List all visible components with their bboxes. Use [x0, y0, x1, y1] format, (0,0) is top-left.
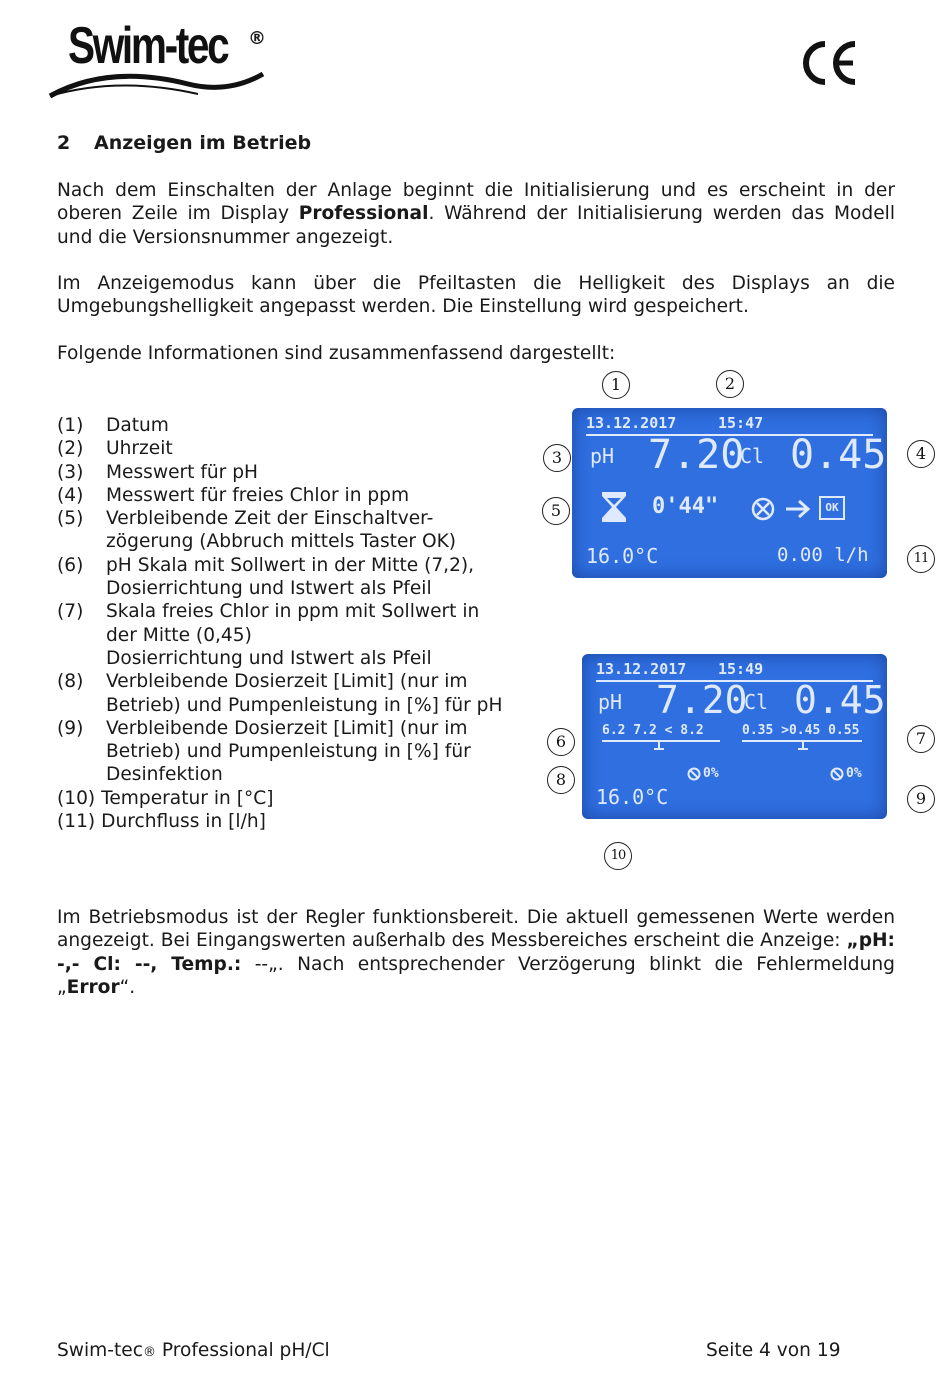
swim-tec-logo — [48, 6, 278, 106]
list-item — [57, 437, 537, 460]
paragraph-summary-intro: Folgende Informationen sind zusammenfassend dargestellt: — [57, 343, 616, 364]
list-item-line: Betrieb) und Pumpenleistung in [%] für — [106, 741, 471, 763]
list-item-line: pH Skala mit Sollwert in der Mitte (7,2), — [106, 554, 475, 576]
list-item-line: Skala freies Chlor in ppm mit Sollwert in — [106, 601, 480, 623]
marker-2: 2 — [716, 370, 744, 398]
lcd1-cl-value: 0.45 — [790, 432, 887, 478]
marker-10: 10 — [604, 842, 632, 870]
list-item-line: Messwert für freies Chlor in ppm — [106, 484, 410, 506]
lcd1-ph-value: 7.20 — [648, 432, 745, 478]
marker-8: 8 — [547, 766, 575, 794]
ph-setpoint-marker-icon — [652, 740, 666, 750]
logo-registered-mark: ® — [248, 28, 266, 49]
marker-5: 5 — [542, 497, 570, 525]
list-item-text — [106, 437, 537, 460]
list-item-line: Betrieb) und Pumpenleistung in [%] für pH — [106, 694, 503, 716]
ph-pump-icon — [687, 767, 701, 781]
footer-registered-mark: ® — [142, 1345, 156, 1360]
list-item — [57, 600, 537, 670]
lcd2-date: 13.12.2017 — [596, 660, 687, 678]
list-item-text — [106, 484, 537, 507]
list-item-number: (6) — [57, 554, 84, 576]
p4-text: Im Betriebsmodus ist der Regler funktionsbereit. Die aktuell gemessenen Werte werden angezeigt. Bei Eingangswerten außerhalb des Messbereiches erscheint die Anzeige: — [57, 907, 895, 952]
footer-product — [57, 1340, 330, 1361]
lcd1-ph-label: pH — [590, 444, 615, 468]
list-item-number: (4) — [57, 484, 84, 506]
lcd2-cl-value: 0.45 — [794, 678, 886, 722]
section-heading — [57, 132, 311, 154]
lcd1-flow: 0.00 l/h — [777, 544, 869, 566]
lcd2-cl-pump: 0% — [846, 766, 862, 781]
lcd1-delay: 0'44" — [652, 494, 719, 519]
list-item-line: Datum — [106, 415, 169, 436]
lcd-display-startup — [572, 408, 887, 578]
list-item-number: (2) — [57, 438, 84, 460]
paragraph-operation-mode — [57, 906, 895, 999]
list-item-line: Temperatur in [°C] — [101, 787, 274, 809]
p4-text-mid: --„. Nach entsprechender Verzögerung blinkt die Fehlermeldung — [241, 953, 895, 975]
list-item — [57, 787, 537, 810]
lcd1-temperature: 16.0°C — [586, 544, 659, 568]
p4-bold-error-display: „pH: -,- Cl: --, Temp.: — [57, 930, 895, 975]
lcd2-ph-value: 7.20 — [656, 678, 748, 722]
lcd2-ph-pump: 0% — [703, 766, 719, 781]
p1-text-end: . Während der Initialisierung werden das Modell und die Versionsnummer angezeigt. — [57, 203, 895, 248]
footer-product-name: Swim-tec — [57, 1340, 143, 1361]
marker-3: 3 — [543, 444, 571, 472]
cancel-x-circle-icon — [750, 496, 776, 522]
p4-bold-error: Error — [66, 976, 120, 998]
lcd1-date: 13.12.2017 — [586, 414, 677, 432]
list-item-number: (7) — [57, 601, 84, 623]
paragraph-brightness: Im Anzeigemodus kann über die Pfeiltasten die Helligkeit des Displays an die Umgebungshelligkeit angepasst werden. Die Einstellung wird gespeichert. — [57, 273, 895, 318]
lcd2-ph-scale: 6.2 7.2 < 8.2 — [602, 723, 704, 738]
hourglass-icon — [600, 490, 628, 524]
p1-text: Nach dem Einschalten der Anlage beginnt die Initialisierung und es erscheint in der oberen Zeile im Display — [57, 180, 895, 225]
p4-text-end: “. — [119, 976, 136, 998]
lcd-display-operation — [582, 654, 887, 819]
list-item-line: Uhrzeit — [106, 438, 173, 460]
lcd2-cl-label: Cl — [744, 690, 769, 714]
list-item — [57, 810, 537, 833]
paragraph-initialization — [57, 179, 895, 249]
list-item — [57, 461, 537, 484]
list-item-text — [106, 414, 537, 437]
logo-text: Swim-tec — [68, 17, 228, 75]
list-item-text — [106, 461, 537, 484]
list-item-number: (9) — [57, 717, 84, 739]
list-item-number: (3) — [57, 461, 84, 483]
list-item-text — [106, 717, 537, 787]
marker-6: 6 — [547, 728, 575, 756]
cl-setpoint-marker-icon — [796, 740, 810, 750]
marker-7: 7 — [907, 725, 935, 753]
lcd2-temperature: 16.0°C — [596, 785, 669, 809]
lcd2-ph-label: pH — [598, 690, 623, 714]
list-item-text — [106, 670, 537, 717]
arrow-right-icon — [784, 498, 812, 520]
section-title: Anzeigen im Betrieb — [94, 132, 312, 154]
p4-quote-open: „ — [57, 976, 67, 998]
info-list — [57, 414, 537, 833]
lcd2-time: 15:49 — [718, 660, 764, 678]
list-item — [57, 484, 537, 507]
list-item-line: zögerung (Abbruch mittels Taster OK) — [106, 531, 457, 553]
list-item-number: (11) — [57, 811, 96, 833]
logo-swoosh-icon — [48, 66, 268, 106]
ok-box-icon: OK — [819, 496, 845, 520]
p1-bold-professional: Professional — [298, 203, 429, 225]
marker-1: 1 — [602, 371, 630, 399]
list-item-text — [101, 810, 537, 833]
marker-4: 4 — [907, 440, 935, 468]
section-number: 2 — [57, 132, 71, 154]
marker-11: 11 — [907, 545, 935, 573]
lcd1-time: 15:47 — [718, 414, 764, 432]
list-item-line: Dosierrichtung und Istwert als Pfeil — [106, 578, 432, 600]
list-item-text — [106, 600, 537, 670]
footer-page-number: Seite 4 von 19 — [706, 1340, 841, 1361]
list-item-number: (5) — [57, 508, 84, 530]
footer-product-model: Professional pH/Cl — [155, 1340, 330, 1361]
list-item-line: Durchfluss in [l/h] — [101, 811, 266, 833]
list-item-line: Verbleibende Zeit der Einschaltver- — [106, 508, 434, 530]
list-item-number: (10) — [57, 787, 96, 809]
lcd2-cl-scale: 0.35 >0.45 0.55 — [742, 723, 860, 738]
list-item-line: Messwert für pH — [106, 461, 259, 483]
list-item — [57, 670, 537, 717]
list-item-text — [101, 787, 537, 810]
lcd1-cl-label: Cl — [740, 444, 765, 468]
list-item — [57, 414, 537, 437]
list-item — [57, 507, 537, 554]
list-item-line: Verbleibende Dosierzeit [Limit] (nur im — [106, 671, 468, 693]
ce-mark-icon — [797, 38, 861, 88]
list-item-number: (1) — [57, 415, 84, 436]
list-item-number: (8) — [57, 671, 84, 693]
list-item-line: Dosierrichtung und Istwert als Pfeil — [106, 647, 432, 669]
list-item — [57, 554, 537, 601]
list-item-text — [106, 507, 537, 554]
cl-pump-icon — [830, 767, 844, 781]
list-item-line: Verbleibende Dosierzeit [Limit] (nur im — [106, 717, 468, 739]
list-item-line: Desinfektion — [106, 764, 223, 786]
list-item-line: der Mitte (0,45) — [106, 624, 252, 646]
list-item-text — [106, 554, 537, 601]
list-item — [57, 717, 537, 787]
marker-9: 9 — [907, 785, 935, 813]
